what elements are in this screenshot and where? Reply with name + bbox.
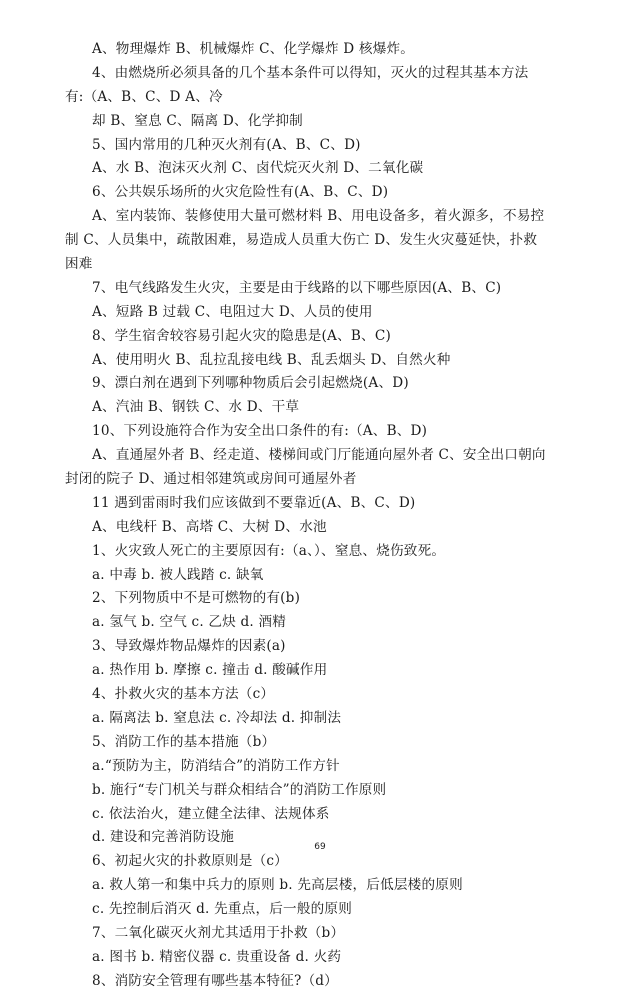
- text-line: b. 施行“专门机关与群众相结合”的消防工作原则: [92, 781, 387, 798]
- text-line: 7、二氧化碳灭火剂尤其适用于扑救（b）: [92, 924, 345, 941]
- text-line: c. 先控制后消灭 d. 先重点，后一般的原则: [92, 901, 353, 918]
- text-line: c. 依法治火，建立健全法律、法规体系: [92, 805, 330, 822]
- text-line: A、短路 B 过载 C、电阻过大 D、人员的使用: [92, 303, 373, 320]
- text-line: A、使用明火 B、乱拉乱接电线 B、乱丢烟头 D、自然火种: [92, 351, 451, 368]
- text-line: 6、公共娱乐场所的火灾危险性有(A、B、C、D): [92, 184, 389, 201]
- text-line: 5、消防工作的基本措施（b）: [92, 733, 276, 750]
- text-line: a. 热作用 b. 摩擦 c. 撞击 d. 酸碱作用: [92, 662, 328, 679]
- text-line: a. 图书 b. 精密仪器 c. 贵重设备 d. 火药: [92, 948, 342, 965]
- text-line: a. 氢气 b. 空气 c. 乙炔 d. 酒精: [92, 614, 287, 631]
- text-line: A、物理爆炸 B、机械爆炸 C、化学爆炸 D 核爆炸。: [92, 41, 415, 57]
- text-line: a. 救人第一和集中兵力的原则 b. 先高层楼，后低层楼的原则: [92, 877, 463, 894]
- text-line: 11 遇到雷雨时我们应该做到不要靠近(A、B、C、D): [92, 494, 416, 511]
- text-line: 4、扑救火灾的基本方法（c）: [92, 686, 275, 703]
- page-number: 69: [314, 842, 326, 852]
- text-line: 封闭的院子 D、通过相邻建筑或房间可通屋外者: [65, 471, 357, 488]
- text-line: 2、下列物质中不是可燃物的有(b): [92, 590, 301, 607]
- text-line: 8、学生宿舍较容易引起火灾的隐患是(A、B、C): [92, 327, 391, 344]
- text-line: 有:（A、B、C、D A、冷: [65, 88, 223, 105]
- text-line: a. 中毒 b. 被人践踏 c. 缺氧: [92, 566, 264, 583]
- text-line: 6、初起火灾的扑救原则是（c）: [92, 853, 288, 870]
- text-line: A、室内装饰、装修使用大量可燃材料 B、用电设备多，着火源多，不易控: [92, 208, 545, 225]
- text-line: 1、火灾致人死亡的主要原因有:（a、）、窒息、烧伤致死。: [92, 542, 446, 559]
- text-line: A、汽油 B、钢铁 C、水 D、干草: [92, 399, 300, 416]
- text-line: A、电线杆 B、高塔 C、大树 D、水池: [92, 518, 327, 535]
- text-line: 困难: [65, 256, 93, 273]
- text-line: A、水 B、泡沫灭火剂 C、卤代烷灭火剂 D、二氧化碳: [92, 160, 424, 177]
- text-line: 制 C、人员集中，疏散困难，易造成人员重大伤亡 D、发生火灾蔓延快，扑救: [65, 232, 538, 249]
- text-line: 却 B、窒息 C、隔离 D、化学抑制: [92, 112, 303, 129]
- text-line: 8、消防安全管理有哪些基本特征?（d）: [92, 972, 338, 989]
- text-line: 9、漂白剂在遇到下列哪种物质后会引起燃烧(A、D): [92, 375, 409, 392]
- text-line: 3、导致爆炸物品爆炸的因素(a): [92, 638, 286, 655]
- text-line: a.“预防为主，防消结合”的消防工作方针: [92, 757, 340, 774]
- text-line: 5、国内常用的几种灭火剂有(A、B、C、D): [92, 136, 361, 153]
- text-line: 7、电气线路发生火灾，主要是由于线路的以下哪些原因(A、B、C): [92, 279, 502, 296]
- text-line: 4、由燃烧所必须具备的几个基本条件可以得知，灭火的过程其基本方法: [92, 64, 529, 81]
- text-line: A、直通屋外者 B、经走道、楼梯间或门厅能通向屋外者 C、安全出口朝向: [92, 447, 546, 464]
- text-line: d. 建设和完善消防设施: [92, 829, 235, 846]
- text-line: 10、下列设施符合作为安全出口条件的有:（A、B、D): [92, 423, 428, 440]
- text-line: a. 隔离法 b. 窒息法 c. 冷却法 d. 抑制法: [92, 709, 342, 726]
